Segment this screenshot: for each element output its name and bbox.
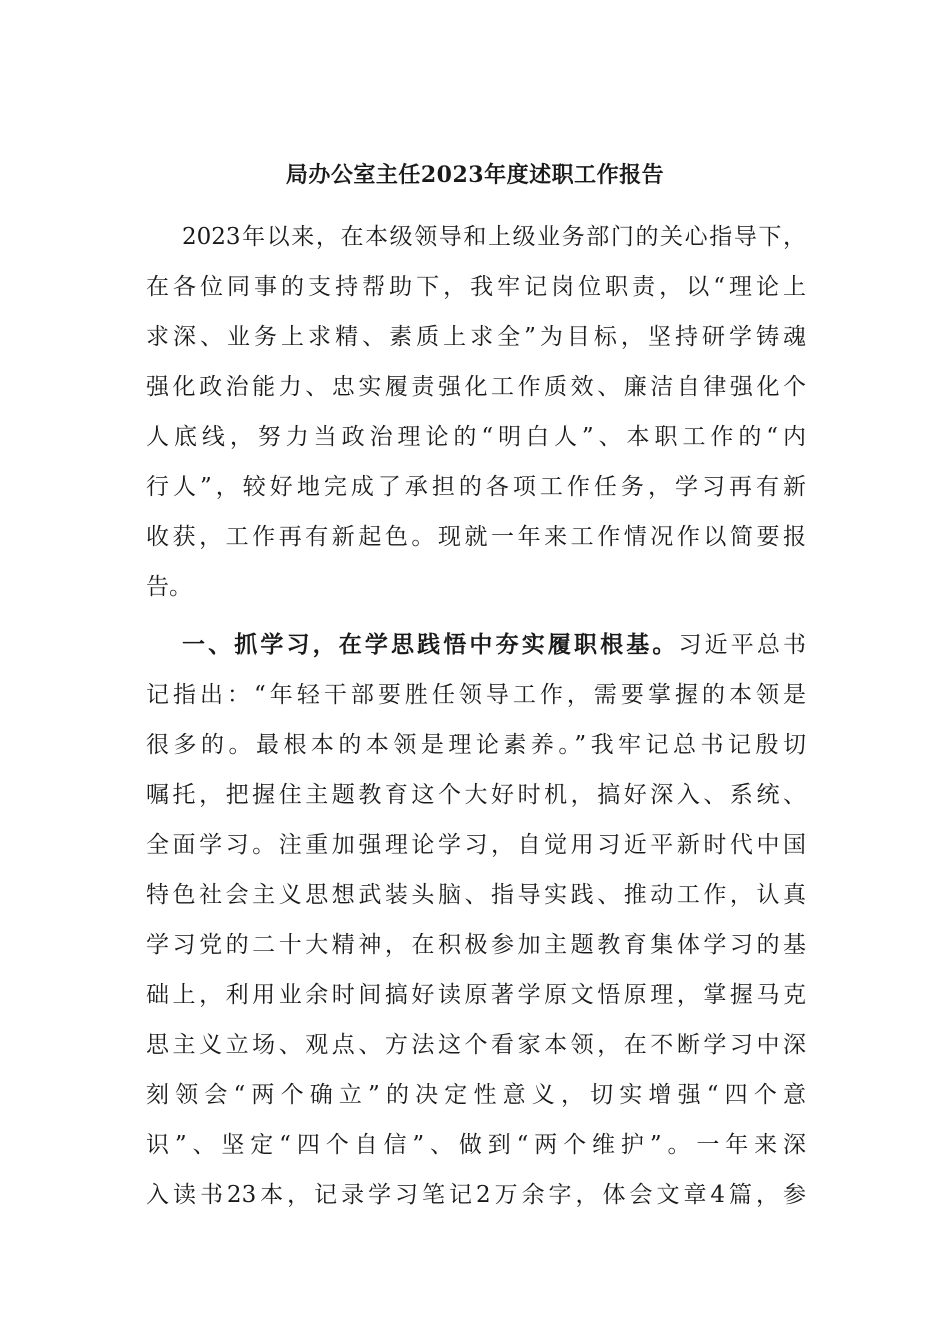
section1-line: 识”、坚定“四个自信”、做到“两个维护”。一年来深 xyxy=(146,1132,806,1158)
section1-line: 嘱托，把握住主题教育这个大好时机，搞好深入、系统、 xyxy=(146,782,806,808)
paragraph1-line: 人底线，努力当政治理论的“明白人”、本职工作的“内 xyxy=(146,424,806,450)
section1-line: 很多的。最根本的本领是理论素养。”我牢记总书记殷切 xyxy=(146,732,806,758)
document-title: 局办公室主任2023年度述职工作报告 xyxy=(285,162,665,188)
section1-line: 特色社会主义思想武装头脑、指导实践、推动工作，认真 xyxy=(146,882,806,908)
paragraph1-line: 2023年以来，在本级领导和上级业务部门的关心指导下， xyxy=(182,224,806,250)
section1-heading: 一、抓学习，在学思践悟中夯实履职根基。 xyxy=(182,631,679,658)
section1-first-line-rest: 习近平总书 xyxy=(678,632,807,658)
paragraph1-line: 告。 xyxy=(146,574,192,600)
paragraph1-line: 收获，工作再有新起色。现就一年来工作情况作以简要报 xyxy=(146,524,806,550)
section1-line: 刻领会“两个确立”的决定性意义，切实增强“四个意 xyxy=(146,1082,806,1108)
section1-line: 础上，利用业余时间搞好读原著学原文悟原理，掌握马克 xyxy=(146,982,806,1008)
section1-line: 学习党的二十大精神，在积极参加主题教育集体学习的基 xyxy=(146,932,806,958)
section1-line: 入读书23本，记录学习笔记2万余字，体会文章4篇，参 xyxy=(146,1182,806,1208)
paragraph1-line: 行人”，较好地完成了承担的各项工作任务，学习再有新 xyxy=(146,474,806,500)
paragraph1-line: 在各位同事的支持帮助下，我牢记岗位职责，以“理论上 xyxy=(146,274,806,300)
section1-line: 思主义立场、观点、方法这个看家本领，在不断学习中深 xyxy=(146,1032,806,1058)
paragraph1-line: 求深、业务上求精、素质上求全”为目标，坚持研学铸魂 xyxy=(146,324,806,350)
section1-line: 记指出：“年轻干部要胜任领导工作，需要掌握的本领是 xyxy=(146,682,806,708)
paragraph1-line: 强化政治能力、忠实履责强化工作质效、廉洁自律强化个 xyxy=(146,374,806,400)
section1-line: 全面学习。注重加强理论学习，自觉用习近平新时代中国 xyxy=(146,832,806,858)
section1-first-line xyxy=(182,630,806,660)
